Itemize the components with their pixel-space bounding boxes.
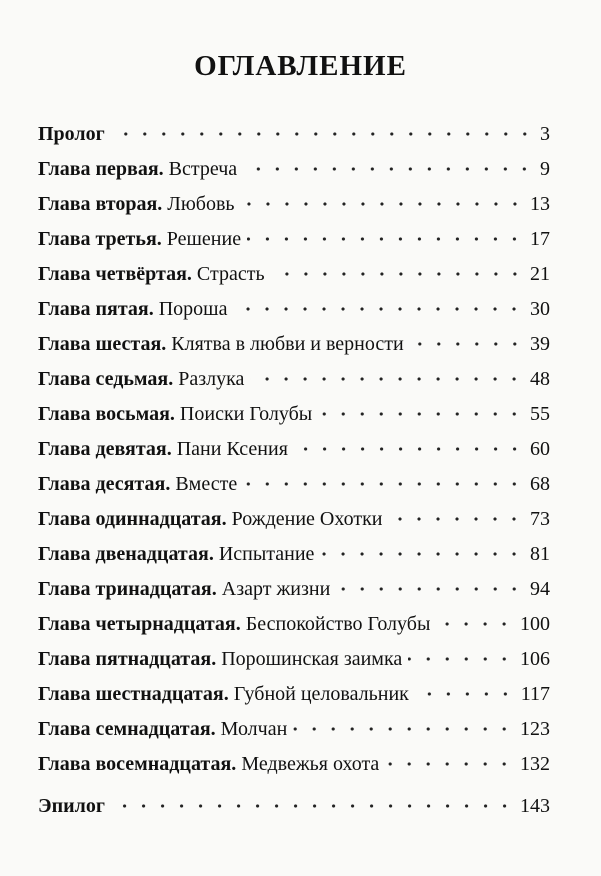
chapter-title: Азарт жизни <box>221 578 331 600</box>
toc-entry[interactable] <box>38 359 550 390</box>
chapter-title: Молчан <box>220 718 288 740</box>
chapter-number: Глава пятнадцатая. <box>38 648 217 670</box>
chapter-number: Глава шестнадцатая. <box>38 683 229 705</box>
chapter-title: Беспокойство Голубы <box>245 613 431 635</box>
chapter-number: Эпилог <box>38 795 105 817</box>
chapter-title: Испытание <box>218 543 315 565</box>
page-number: 106 <box>520 648 550 670</box>
toc-entry-label <box>38 261 265 287</box>
chapter-title: Рождение Охотки <box>231 508 383 530</box>
chapter-number: Глава десятая. <box>38 473 171 495</box>
toc-entry[interactable] <box>38 464 550 495</box>
dot-leader <box>247 219 524 245</box>
dot-leader <box>415 674 515 700</box>
chapter-number: Глава восьмая. <box>38 403 175 425</box>
page-number: 13 <box>530 193 550 215</box>
toc-entry-label <box>38 401 312 427</box>
toc-entry-label <box>38 191 235 217</box>
chapter-number: Глава седьмая. <box>38 368 174 390</box>
toc-entry-label <box>38 366 244 392</box>
page-number: 48 <box>530 368 550 390</box>
chapter-number: Глава шестая. <box>38 333 167 355</box>
dot-leader <box>385 744 514 770</box>
page-number: 68 <box>530 473 550 495</box>
page-number: 55 <box>530 403 550 425</box>
dot-leader <box>233 289 524 315</box>
dot-leader <box>111 786 514 812</box>
toc-entry-label <box>38 716 287 742</box>
chapter-number: Глава восемнадцатая. <box>38 753 237 775</box>
page-number: 3 <box>540 123 550 145</box>
toc-entry[interactable] <box>38 324 550 355</box>
chapter-title: Встреча <box>168 158 238 180</box>
dot-leader <box>410 324 524 350</box>
chapter-title: Разлука <box>178 368 245 390</box>
chapter-title: Решение <box>166 228 242 250</box>
toc-entry[interactable] <box>38 639 550 670</box>
toc-entry-label <box>38 296 227 322</box>
toc-entry[interactable] <box>38 604 550 635</box>
page-number: 143 <box>520 795 550 817</box>
dot-leader <box>336 569 524 595</box>
toc-entry[interactable] <box>38 149 550 180</box>
toc-entry[interactable] <box>38 289 550 320</box>
toc-entry[interactable] <box>38 709 550 740</box>
toc-entry[interactable] <box>38 184 550 215</box>
toc-entry[interactable] <box>38 114 550 145</box>
dot-leader <box>111 114 534 140</box>
dot-leader <box>250 359 524 385</box>
toc-entry[interactable] <box>38 534 550 565</box>
chapter-title: Медвежья охота <box>241 753 380 775</box>
page-number: 73 <box>530 508 550 530</box>
toc-entry-label <box>38 436 288 462</box>
dot-leader <box>241 184 524 210</box>
chapter-number: Глава четырнадцатая. <box>38 613 241 635</box>
page-number: 39 <box>530 333 550 355</box>
chapter-number: Глава пятая. <box>38 298 154 320</box>
toc-entry-label <box>38 226 241 252</box>
page-number: 100 <box>520 613 550 635</box>
page-number: 30 <box>530 298 550 320</box>
chapter-number: Глава семнадцатая. <box>38 718 216 740</box>
toc-entry-label <box>38 646 402 672</box>
chapter-title: Пороша <box>158 298 228 320</box>
toc-entry[interactable] <box>38 219 550 250</box>
dot-leader <box>408 639 514 665</box>
chapter-title: Вместе <box>175 473 238 495</box>
chapter-title: Страсть <box>196 263 265 285</box>
dot-leader <box>243 149 534 175</box>
page-number: 123 <box>520 718 550 740</box>
dot-leader <box>320 534 524 560</box>
toc-entry[interactable] <box>38 394 550 425</box>
page-number: 132 <box>520 753 550 775</box>
chapter-title: Порошинская заимка <box>221 648 403 670</box>
chapter-number: Пролог <box>38 123 105 145</box>
page-number: 94 <box>530 578 550 600</box>
dot-leader <box>318 394 524 420</box>
toc-entry-label <box>38 576 330 602</box>
page-title: ОГЛАВЛЕНИЕ <box>194 50 407 82</box>
chapter-number: Глава третья. <box>38 228 162 250</box>
page-number: 117 <box>520 683 550 705</box>
toc-entry-label <box>38 331 404 357</box>
toc-entry-label <box>38 611 430 637</box>
dot-leader <box>243 464 524 490</box>
chapter-number: Глава девятая. <box>38 438 172 460</box>
dot-leader <box>388 499 524 525</box>
chapter-number: Глава одиннадцатая. <box>38 508 227 530</box>
dot-leader <box>293 709 514 735</box>
toc-entry-label <box>38 793 105 819</box>
toc-entry[interactable] <box>38 499 550 530</box>
toc-entry-label <box>38 156 237 182</box>
chapter-title: Поиски Голубы <box>179 403 313 425</box>
toc-entry-label <box>38 751 379 777</box>
toc-entry-label <box>38 506 382 532</box>
chapter-number: Глава первая. <box>38 158 164 180</box>
toc-entry[interactable] <box>38 254 550 285</box>
chapter-title: Губной целовальник <box>233 683 409 705</box>
chapter-number: Глава вторая. <box>38 193 163 215</box>
page-number: 9 <box>540 158 550 180</box>
chapter-title: Пани Ксения <box>176 438 288 460</box>
chapter-title: Любовь <box>167 193 235 215</box>
toc-entry[interactable] <box>38 569 550 600</box>
toc-entry[interactable] <box>38 786 550 817</box>
toc-entry[interactable] <box>38 674 550 705</box>
page-number: 81 <box>530 543 550 565</box>
chapter-title: Клятва в любви и верности <box>171 333 404 355</box>
dot-leader <box>436 604 514 630</box>
chapter-number: Глава тринадцатая. <box>38 578 217 600</box>
toc-entry[interactable] <box>38 744 550 775</box>
page-number: 60 <box>530 438 550 460</box>
chapter-number: Глава четвёртая. <box>38 263 192 285</box>
page-number: 21 <box>530 263 550 285</box>
dot-leader <box>294 429 524 455</box>
toc-entry-label <box>38 541 314 567</box>
dot-leader <box>271 254 524 280</box>
toc-entry-label <box>38 471 237 497</box>
chapter-number: Глава двенадцатая. <box>38 543 214 565</box>
toc-entry-label <box>38 121 105 147</box>
toc-entry-label <box>38 681 409 707</box>
toc-entry[interactable] <box>38 429 550 460</box>
page-number: 17 <box>530 228 550 250</box>
